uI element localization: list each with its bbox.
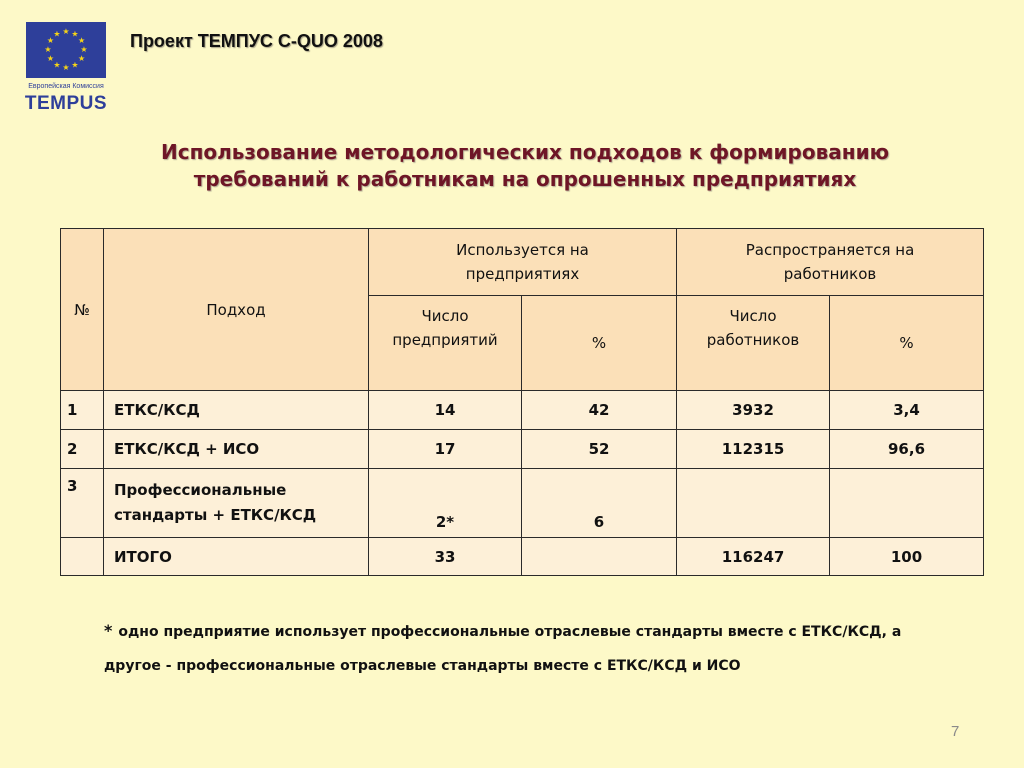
footnote-star: * — [104, 621, 113, 640]
page-number: 7 — [951, 723, 960, 740]
cell-approach — [104, 469, 369, 538]
slide-title-line-1: Использование методологических подходов к формированию — [160, 140, 890, 164]
survey-table — [60, 228, 984, 576]
svg-text:★: ★ — [46, 36, 54, 45]
cell-number: 3 — [61, 469, 104, 538]
cell-number — [61, 538, 104, 576]
cell-workers-pct — [830, 469, 984, 538]
svg-text:★: ★ — [53, 29, 61, 39]
header-number: № — [61, 229, 104, 391]
table-row — [61, 391, 984, 430]
header-spread-group: Распространяется на работников — [677, 229, 984, 296]
cell-enterprises: 14 — [369, 391, 522, 430]
logo-caption: Европейская Комиссия — [28, 83, 104, 90]
cell-number: 2 — [61, 430, 104, 469]
cell-enterprises: 33 — [369, 538, 522, 576]
header-used-group: Используется на предприятиях — [369, 229, 677, 296]
footnote-text-1: одно предприятие использует профессиональные отраслевые стандарты вместе с ЕТКС/КСД, а — [118, 624, 902, 640]
cell-enterprises-pct: 42 — [522, 391, 677, 430]
cell-approach-line-2: стандарты + ЕТКС/КСД — [114, 506, 317, 524]
cell-enterprises-pct — [522, 538, 677, 576]
cell-workers: 116247 — [677, 538, 830, 576]
cell-enterprises-pct: 6 — [522, 469, 677, 538]
cell-approach: ЕТКС/КСД — [104, 391, 369, 430]
cell-workers: 112315 — [677, 430, 830, 469]
cell-approach-line-1: Профессиональные — [114, 481, 287, 499]
cell-workers — [677, 469, 830, 538]
svg-text:★: ★ — [78, 54, 86, 63]
tempus-logo — [22, 22, 110, 114]
header-pct-enterprises: % — [522, 296, 677, 391]
table-header-row-1 — [61, 229, 984, 296]
slide-title-line-2: требований к работникам на опрошенных предприятиях — [193, 167, 857, 191]
svg-text:★: ★ — [71, 29, 79, 39]
footnote — [104, 614, 984, 683]
table-row — [61, 469, 984, 538]
logo-wordmark: TEMPUS — [24, 93, 108, 114]
cell-number: 1 — [61, 391, 104, 430]
footnote-line-2: другое - профессиональные отраслевые стандарты вместе с ЕТКС/КСД и ИСО — [104, 658, 741, 674]
cell-workers-pct: 3,4 — [830, 391, 984, 430]
svg-text:★: ★ — [62, 63, 70, 72]
cell-enterprises-pct: 52 — [522, 430, 677, 469]
eu-flag-icon — [26, 22, 106, 78]
svg-text:★: ★ — [80, 45, 88, 54]
header-approach: Подход — [104, 229, 369, 391]
svg-text:★: ★ — [62, 27, 70, 36]
svg-text:★: ★ — [78, 36, 86, 45]
header-num-enterprises: Число предприятий — [369, 296, 522, 391]
svg-text:★: ★ — [71, 60, 79, 70]
svg-text:★: ★ — [46, 54, 54, 63]
cell-enterprises: 17 — [369, 430, 522, 469]
cell-workers: 3932 — [677, 391, 830, 430]
footnote-line-1 — [104, 614, 984, 649]
svg-text:★: ★ — [53, 60, 61, 70]
header-num-workers: Число работников — [677, 296, 830, 391]
cell-approach: ИТОГО — [104, 538, 369, 576]
header-pct-workers: % — [830, 296, 984, 391]
svg-text:★: ★ — [44, 45, 52, 54]
slide-title — [100, 139, 950, 193]
cell-approach: ЕТКС/КСД + ИСО — [104, 430, 369, 469]
table-row — [61, 430, 984, 469]
cell-enterprises: 2* — [369, 469, 522, 538]
table-row-total — [61, 538, 984, 576]
cell-workers-pct: 96,6 — [830, 430, 984, 469]
project-label: Проект ТЕМПУС C-QUO 2008 — [130, 31, 383, 51]
cell-workers-pct: 100 — [830, 538, 984, 576]
